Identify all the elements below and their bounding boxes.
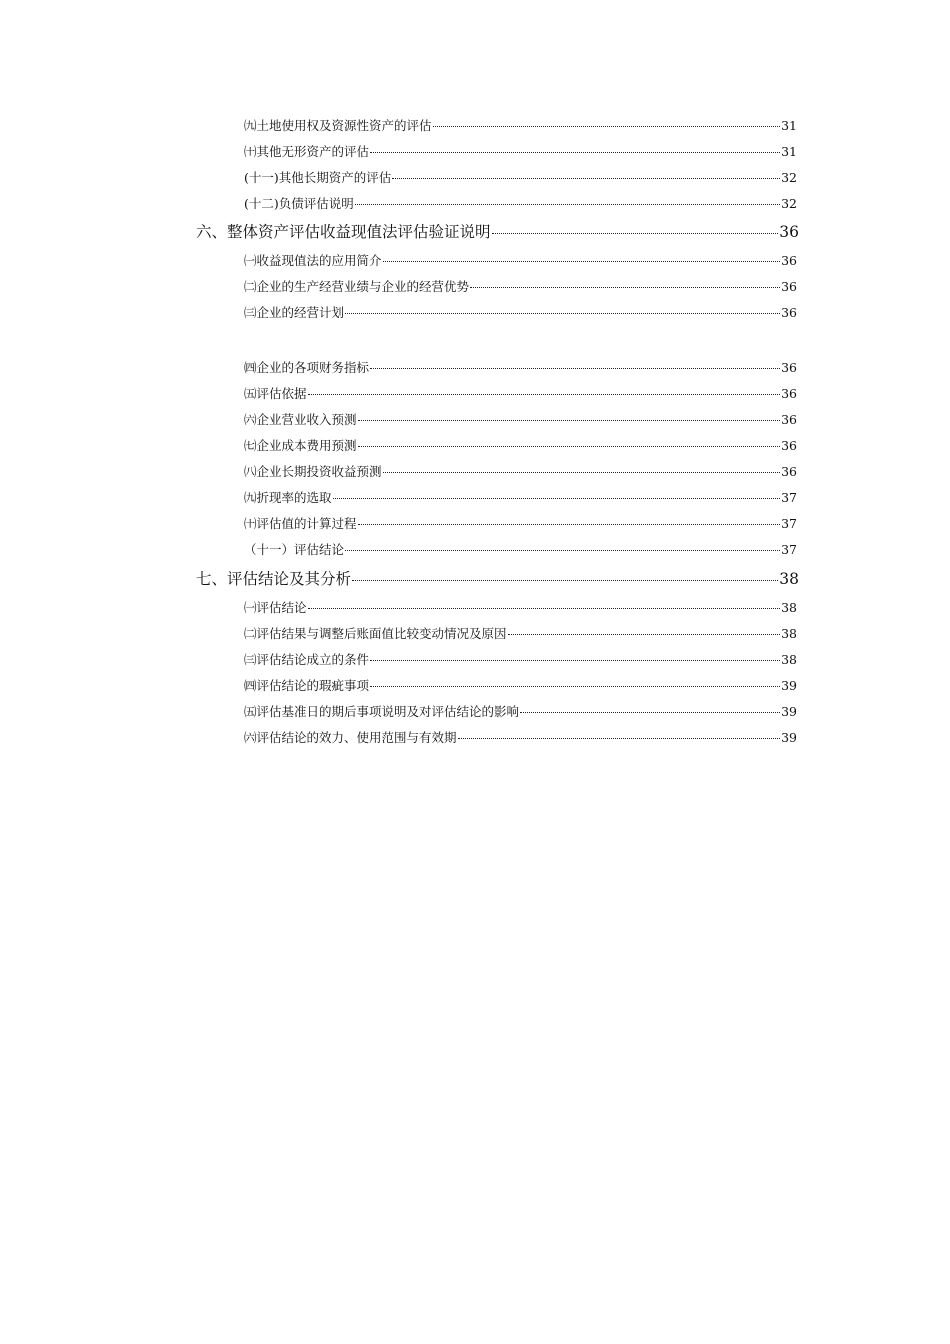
toc-entry-label: 六、整体资产评估收益现值法评估验证说明 xyxy=(196,223,491,241)
dot-leader xyxy=(383,261,781,262)
dot-leader xyxy=(470,287,780,288)
toc-entry[interactable] xyxy=(244,251,797,269)
toc-entry-label: ㈨折现率的选取 xyxy=(244,490,332,505)
toc-entry[interactable] xyxy=(244,462,797,480)
toc-entry-page: 32 xyxy=(781,196,797,211)
dot-leader xyxy=(370,152,780,153)
dot-leader xyxy=(383,472,781,473)
toc-entry[interactable] xyxy=(244,384,797,402)
dot-leader xyxy=(352,580,778,581)
toc-entry[interactable] xyxy=(244,514,797,532)
toc-entry-page: 36 xyxy=(781,305,797,320)
toc-entry[interactable] xyxy=(244,540,797,558)
toc-entry-page: 36 xyxy=(781,438,797,453)
dot-leader xyxy=(370,686,780,687)
toc-entry-page: 36 xyxy=(781,253,797,268)
dot-leader xyxy=(508,634,781,635)
dot-leader xyxy=(345,550,780,551)
toc-entry[interactable] xyxy=(244,436,797,454)
dot-leader xyxy=(345,313,780,314)
toc-entry-page: 37 xyxy=(781,490,797,505)
toc-entry-page: 36 xyxy=(781,412,797,427)
toc-entry[interactable] xyxy=(244,624,797,642)
toc-entry[interactable] xyxy=(244,676,797,694)
toc-entry-page: 31 xyxy=(781,118,797,133)
toc-entry[interactable] xyxy=(244,410,797,428)
toc-entry-page: 36 xyxy=(779,223,799,241)
dot-leader xyxy=(308,394,781,395)
toc-entry[interactable] xyxy=(244,194,797,212)
toc-section-entry[interactable] xyxy=(196,220,799,242)
toc-entry-page: 39 xyxy=(781,678,797,693)
dot-leader xyxy=(358,420,781,421)
toc-entry-page: 38 xyxy=(781,626,797,641)
toc-entry-label: ㈣企业的各项财务指标 xyxy=(244,360,370,375)
dot-leader xyxy=(355,204,780,205)
toc-entry-page: 36 xyxy=(781,386,797,401)
toc-entry-page: 39 xyxy=(781,730,797,745)
dot-leader xyxy=(392,178,780,179)
toc-entry[interactable] xyxy=(244,598,797,616)
toc-entry-label: (十一)其他长期资产的评估 xyxy=(244,170,392,185)
toc-entry-page: 31 xyxy=(781,144,797,159)
toc-entry-label: ㈨土地使用权及资源性资产的评估 xyxy=(244,118,432,133)
dot-leader xyxy=(492,233,779,234)
toc-entry-label: 七、评估结论及其分析 xyxy=(196,570,352,588)
toc-entry[interactable] xyxy=(244,303,797,321)
dot-leader xyxy=(520,712,780,713)
toc-entry-page: 36 xyxy=(781,360,797,375)
toc-entry-label: ㈡企业的生产经营业绩与企业的经营优势 xyxy=(244,279,470,294)
toc-entry-label: ㈦企业成本费用预测 xyxy=(244,438,357,453)
dot-leader xyxy=(370,660,780,661)
dot-leader xyxy=(333,498,781,499)
toc-entry-label: ㈢企业的经营计划 xyxy=(244,305,345,320)
toc-entry-page: 36 xyxy=(781,279,797,294)
toc-entry[interactable] xyxy=(244,358,797,376)
toc-entry-label: ㈤评估基准日的期后事项说明及对评估结论的影响 xyxy=(244,704,520,719)
toc-entry-page: 37 xyxy=(781,516,797,531)
toc-entry-page: 36 xyxy=(781,464,797,479)
toc-entry-label: ㈧企业长期投资收益预测 xyxy=(244,464,382,479)
toc-entry[interactable] xyxy=(244,488,797,506)
toc-entry[interactable] xyxy=(244,728,797,746)
toc-entry-page: 37 xyxy=(781,542,797,557)
dot-leader xyxy=(308,608,781,609)
toc-entry-label: ㈠收益现值法的应用简介 xyxy=(244,253,382,268)
toc-entry[interactable] xyxy=(244,277,797,295)
toc-entry-page: 38 xyxy=(781,652,797,667)
toc-entry-page: 39 xyxy=(781,704,797,719)
toc-entry-label: ㈩评估值的计算过程 xyxy=(244,516,357,531)
toc-entry-label: ㈣评估结论的瑕疵事项 xyxy=(244,678,370,693)
toc-entry[interactable] xyxy=(244,168,797,186)
toc-entry[interactable] xyxy=(244,116,797,134)
toc-entry-label: ㈡评估结果与调整后账面值比较变动情况及原因 xyxy=(244,626,507,641)
toc-entry[interactable] xyxy=(244,142,797,160)
toc-entry-label: ㈩其他无形资产的评估 xyxy=(244,144,370,159)
toc-entry[interactable] xyxy=(244,702,797,720)
dot-leader xyxy=(433,126,781,127)
toc-entry[interactable] xyxy=(244,650,797,668)
dot-leader xyxy=(370,368,780,369)
dot-leader xyxy=(358,524,781,525)
toc-entry-label: ㈤评估依据 xyxy=(244,386,307,401)
toc-entry-label: ㈠评估结论 xyxy=(244,600,307,615)
toc-entry-label: ㈥评估结论的效力、使用范围与有效期 xyxy=(244,730,457,745)
toc-entry-page: 38 xyxy=(779,570,799,588)
toc-section-entry[interactable] xyxy=(196,567,799,589)
toc-entry-label: （十一）评估结论 xyxy=(244,542,345,557)
toc-entry-label: (十二)负债评估说明 xyxy=(244,196,354,211)
dot-leader xyxy=(458,738,781,739)
toc-entry-label: ㈥企业营业收入预测 xyxy=(244,412,357,427)
toc-entry-label: ㈢评估结论成立的条件 xyxy=(244,652,370,667)
dot-leader xyxy=(358,446,781,447)
toc-entry-page: 32 xyxy=(781,170,797,185)
toc-entry-page: 38 xyxy=(781,600,797,615)
